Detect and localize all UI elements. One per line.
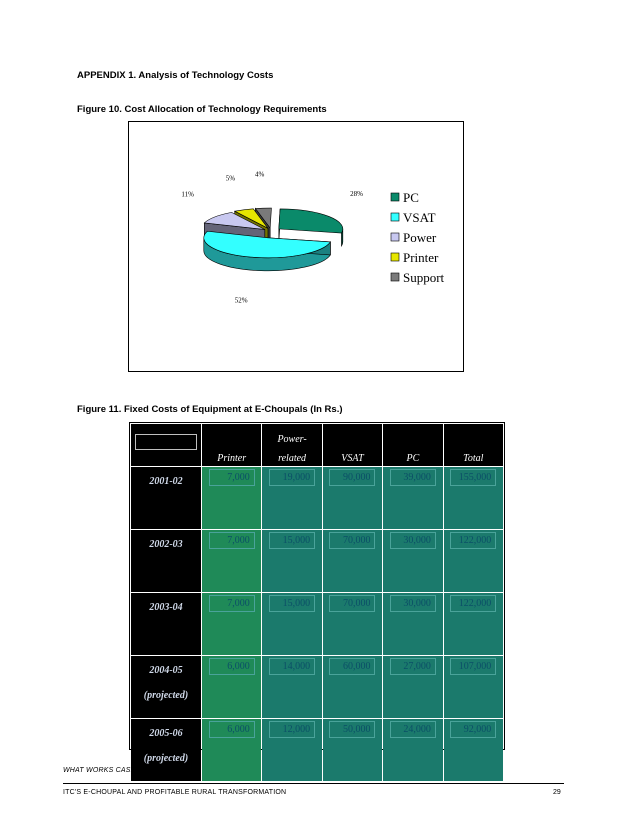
percent-label-pc: 28% <box>350 190 363 199</box>
header-power-line2: related <box>278 453 307 464</box>
figure-10-title: Figure 10. Cost Allocation of Technology Requirements <box>77 104 327 115</box>
cell-total: 122,000 <box>444 593 503 655</box>
cell-total: 122,000 <box>444 530 503 592</box>
table-row <box>131 656 503 718</box>
legend-swatch-printer <box>391 253 399 261</box>
header-power-related <box>262 424 321 466</box>
header-power-line1: Power- <box>277 434 307 445</box>
cell-printer: 6,000 <box>202 656 261 718</box>
cell-vsat: 60,000 <box>323 656 382 718</box>
legend-swatch-support <box>391 273 399 281</box>
fixed-costs-table <box>130 423 504 782</box>
footer-title: ITC'S E-CHOUPAL AND PROFITABLE RURAL TRANSFORMATION <box>63 789 287 796</box>
cell-vsat: 70,000 <box>323 530 382 592</box>
cell-total: 155,000 <box>444 467 503 529</box>
header-pc: PC <box>383 424 442 466</box>
cell-power: 14,000 <box>262 656 321 718</box>
percent-label-printer: 5% <box>225 174 236 183</box>
cell-printer: 7,000 <box>202 467 261 529</box>
cell-pc: 30,000 <box>383 593 442 655</box>
row-year: 2004-05 (projected) <box>131 656 201 718</box>
percent-label-vsat: 52% <box>234 296 248 305</box>
row-year: 2002-03 <box>131 530 201 592</box>
pie-group <box>204 208 343 271</box>
corner-box <box>135 434 197 450</box>
cell-vsat: 70,000 <box>323 593 382 655</box>
legend-label-pc: PC <box>403 190 419 205</box>
page-number: 29 <box>553 789 561 796</box>
row-year: 2001-02 <box>131 467 201 529</box>
cell-printer: 6,000 <box>202 719 261 781</box>
cell-power: 15,000 <box>262 530 321 592</box>
header-corner <box>131 424 201 466</box>
legend-label-vsat: VSAT <box>403 210 436 225</box>
legend-swatch-vsat <box>391 213 399 221</box>
figure-11-title: Figure 11. Fixed Costs of Equipment at E-Choupals (In Rs.) <box>77 404 343 415</box>
table-row <box>131 467 503 529</box>
table-row <box>131 530 503 592</box>
row-year: 2003-04 <box>131 593 201 655</box>
cell-pc: 39,000 <box>383 467 442 529</box>
pie-chart-frame <box>128 121 464 372</box>
row-year: 2005-06 (projected) <box>131 719 201 781</box>
cell-printer: 7,000 <box>202 530 261 592</box>
cell-pc: 30,000 <box>383 530 442 592</box>
legend-label-power: Power <box>403 230 437 245</box>
cell-total: 92,000 <box>444 719 503 781</box>
percent-label-power: 11% <box>181 190 194 199</box>
cell-power: 15,000 <box>262 593 321 655</box>
fixed-costs-table-wrapper <box>129 422 505 764</box>
cell-pc: 27,000 <box>383 656 442 718</box>
table-row <box>131 593 503 655</box>
cell-printer: 7,000 <box>202 593 261 655</box>
header-vsat: VSAT <box>323 424 382 466</box>
pie-slice-pc <box>279 209 343 233</box>
header-printer: Printer <box>202 424 261 466</box>
cell-vsat: 50,000 <box>323 719 382 781</box>
cell-power: 19,000 <box>262 467 321 529</box>
percent-label-support: 4% <box>255 170 265 179</box>
footer-divider <box>63 783 564 784</box>
legend-swatch-power <box>391 233 399 241</box>
table-row <box>131 719 503 781</box>
cell-total: 107,000 <box>444 656 503 718</box>
cell-vsat: 90,000 <box>323 467 382 529</box>
legend-label-printer: Printer <box>403 250 439 265</box>
chart-legend <box>391 190 445 285</box>
cell-pc: 24,000 <box>383 719 442 781</box>
cell-power: 12,000 <box>262 719 321 781</box>
legend-label-support: Support <box>403 270 445 285</box>
pie-chart <box>129 122 463 371</box>
legend-swatch-pc <box>391 193 399 201</box>
header-total: Total <box>444 424 503 466</box>
footer-series: WHAT WORKS CASE STUDY <box>63 767 163 774</box>
appendix-title: APPENDIX 1. Analysis of Technology Costs <box>77 70 274 81</box>
table-header-row <box>131 424 503 466</box>
